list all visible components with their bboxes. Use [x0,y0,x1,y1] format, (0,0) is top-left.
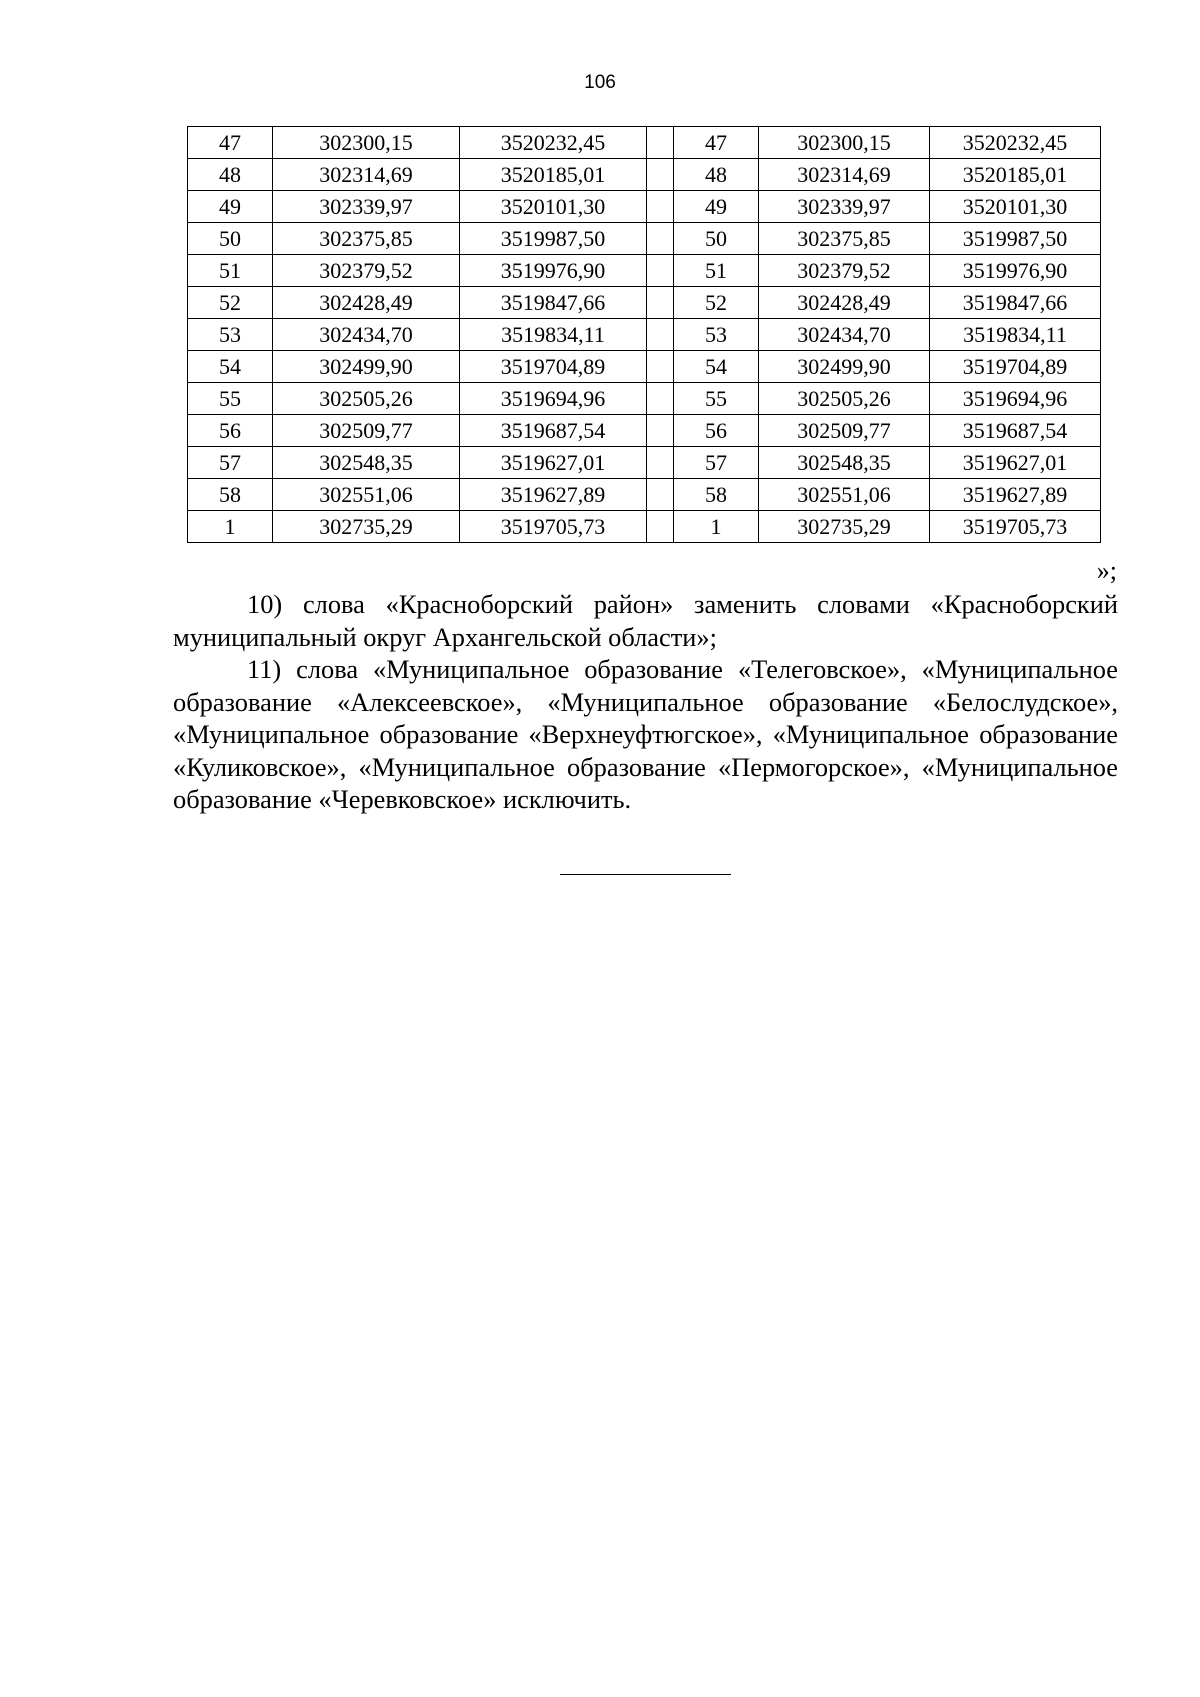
table-cell: 3519976,90 [930,255,1101,287]
table-cell: 302375,85 [273,223,460,255]
table-cell [647,351,674,383]
table-cell [647,511,674,543]
table-cell: 54 [188,351,273,383]
table-cell: 3519687,54 [930,415,1101,447]
table-cell: 302428,49 [759,287,930,319]
table-row [188,319,1101,351]
table-cell [647,223,674,255]
table-cell: 3519705,73 [930,511,1101,543]
table-cell: 3519704,89 [460,351,647,383]
table-cell: 57 [674,447,759,479]
end-separator-line [560,874,731,875]
table-cell: 3519847,66 [460,287,647,319]
table-cell: 302428,49 [273,287,460,319]
table-cell: 53 [674,319,759,351]
table-cell: 55 [674,383,759,415]
amendment-item-11: 11) слова «Муниципальное образование «Телеговское», «Муниципальное образование «Алексеевское», «Муниципальное образование «Белослудское», «Муниципальное образование «Верхнеуфтюгское», «Муниципальное образование «Куликовское», «Муниципальное образование «Пермогорское», «Муниципальное образование «Черевковское» исключить. [173,654,1118,814]
table-cell: 3519987,50 [930,223,1101,255]
table-cell: 3520232,45 [460,127,647,159]
closing-quote: »; [1096,556,1117,585]
table-cell: 50 [674,223,759,255]
table-cell: 51 [674,255,759,287]
table-cell: 302379,52 [759,255,930,287]
table-row [188,159,1101,191]
table-row [188,223,1101,255]
table-cell: 1 [674,511,759,543]
table-cell: 3520232,45 [930,127,1101,159]
table-row [188,383,1101,415]
table-cell: 3520101,30 [930,191,1101,223]
table-cell: 302505,26 [273,383,460,415]
table-cell: 3519627,89 [460,479,647,511]
table-cell: 56 [674,415,759,447]
table-cell: 3519847,66 [930,287,1101,319]
table-cell: 54 [674,351,759,383]
table-cell: 302339,97 [759,191,930,223]
table-cell: 56 [188,415,273,447]
table-cell: 302300,15 [273,127,460,159]
table-cell: 3519705,73 [460,511,647,543]
table-cell: 302434,70 [273,319,460,351]
table-cell: 52 [188,287,273,319]
table-cell: 48 [188,159,273,191]
table-cell: 3519834,11 [460,319,647,351]
table-cell: 302548,35 [759,447,930,479]
table-cell: 3519834,11 [930,319,1101,351]
table-row [188,191,1101,223]
table-cell: 3519694,96 [930,383,1101,415]
table-cell [647,255,674,287]
table-cell: 3519627,01 [460,447,647,479]
table-cell: 302735,29 [759,511,930,543]
table-cell: 302499,90 [273,351,460,383]
table-cell [647,287,674,319]
table-cell: 3519987,50 [460,223,647,255]
table-row [188,287,1101,319]
table-cell [647,415,674,447]
table-cell: 302375,85 [759,223,930,255]
amendment-item-10: 10) слова «Красноборский район» заменить словами «Красноборский муниципальный округ Архангельской области»; [173,589,1118,652]
table-cell: 57 [188,447,273,479]
table-row [188,415,1101,447]
table-row [188,479,1101,511]
table-cell: 302551,06 [273,479,460,511]
table-cell [647,191,674,223]
table-cell: 48 [674,159,759,191]
table-cell [647,319,674,351]
table-cell: 3520185,01 [460,159,647,191]
table-cell: 302339,97 [273,191,460,223]
table-cell: 302509,77 [273,415,460,447]
table-cell: 58 [188,479,273,511]
table-row [188,255,1101,287]
table-cell: 51 [188,255,273,287]
amendment-text [173,588,1118,816]
table-cell: 53 [188,319,273,351]
coordinates-table [187,126,1101,543]
table-cell: 1 [188,511,273,543]
table-cell: 58 [674,479,759,511]
table-cell [647,479,674,511]
table-cell [647,127,674,159]
table-cell: 302314,69 [759,159,930,191]
table-cell: 302735,29 [273,511,460,543]
table-cell: 3519627,01 [930,447,1101,479]
table-row [188,511,1101,543]
table-cell: 302551,06 [759,479,930,511]
table-cell [647,159,674,191]
table-cell: 302509,77 [759,415,930,447]
table-row [188,351,1101,383]
table-row [188,127,1101,159]
table-cell [647,447,674,479]
table-cell: 302379,52 [273,255,460,287]
table-cell [647,383,674,415]
table-cell: 49 [188,191,273,223]
table-cell: 3520185,01 [930,159,1101,191]
table-cell: 302548,35 [273,447,460,479]
table-cell: 3519687,54 [460,415,647,447]
table-cell: 52 [674,287,759,319]
table-cell: 3519976,90 [460,255,647,287]
table-cell: 3519704,89 [930,351,1101,383]
page-number: 106 [584,72,616,93]
table-cell: 47 [188,127,273,159]
table-cell: 50 [188,223,273,255]
coordinates-table-body [188,127,1101,543]
table-row [188,447,1101,479]
table-cell: 3519627,89 [930,479,1101,511]
table-cell: 3520101,30 [460,191,647,223]
table-cell: 47 [674,127,759,159]
table-cell: 302314,69 [273,159,460,191]
table-cell: 302434,70 [759,319,930,351]
table-cell: 302505,26 [759,383,930,415]
table-cell: 302499,90 [759,351,930,383]
table-cell: 49 [674,191,759,223]
table-cell: 3519694,96 [460,383,647,415]
table-cell: 55 [188,383,273,415]
table-cell: 302300,15 [759,127,930,159]
